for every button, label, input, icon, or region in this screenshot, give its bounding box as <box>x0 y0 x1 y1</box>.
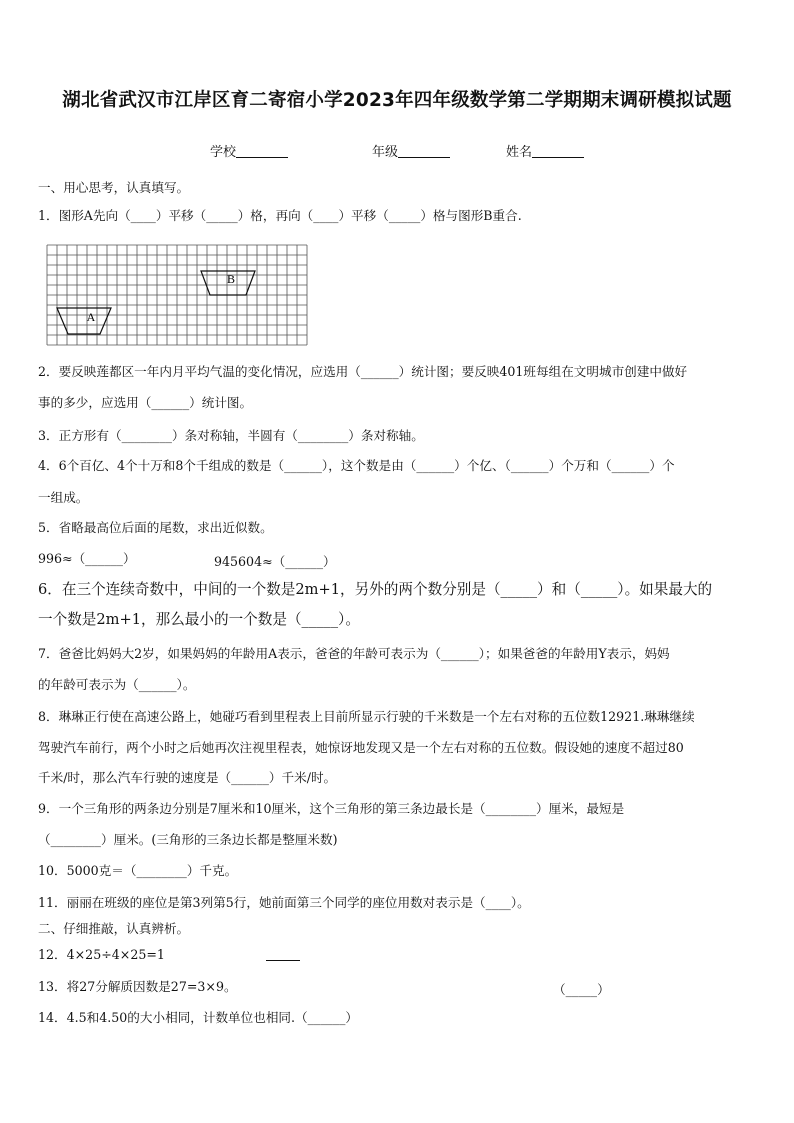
section-1-heading: 一、用心思考，认真填写。 <box>38 180 190 195</box>
name-label: 姓名 <box>506 145 533 160</box>
grade-label: 年级 <box>372 145 399 160</box>
shape-a-label: A <box>86 310 96 324</box>
question-7-line-1: 7．爸爸比妈妈大2岁，如果妈妈的年龄用A表示，爸爸的年龄可表示为（______）；如果爸爸的年龄用Y表示，妈妈 <box>38 646 670 661</box>
school-field[interactable] <box>210 141 288 160</box>
school-blank[interactable] <box>236 145 288 158</box>
question-3: 3．正方形有（________）条对称轴，半圆有（________）条对称轴。 <box>38 428 424 443</box>
question-5-item-b: 945604≈（______） <box>214 554 336 569</box>
question-14: 14．4.5和4.50的大小相同，计数单位也相同.（______） <box>38 1010 358 1025</box>
grid-svg <box>45 244 309 348</box>
question-12: 12．4×25÷4×25=1 <box>38 947 165 962</box>
grid-figure <box>45 244 309 352</box>
name-blank[interactable] <box>532 145 584 158</box>
school-label: 学校 <box>210 145 237 160</box>
question-4-line-1: 4．6个百亿、4个十万和8个千组成的数是（______），这个数是由（______）个亿、（______）个万和（______）个 <box>38 458 675 473</box>
grade-field[interactable] <box>372 141 450 160</box>
question-5: 5．省略最高位后面的尾数，求出近似数。 <box>38 520 273 535</box>
question-2-line-2: 事的多少，应选用（______）统计图。 <box>38 395 253 410</box>
question-9-line-1: 9．一个三角形的两条边分别是7厘米和10厘米，这个三角形的第三条边最长是（________）厘米，最短是 <box>38 801 625 816</box>
question-5-item-a: 996≈（______） <box>38 551 136 566</box>
question-11: 11．丽丽在班级的座位是第3列第5行，她前面第三个同学的座位用数对表示是（____）。 <box>38 895 530 910</box>
grade-blank[interactable] <box>398 145 450 158</box>
name-field[interactable] <box>506 141 584 160</box>
question-7-line-2: 的年龄可表示为（______）。 <box>38 677 196 692</box>
question-8-line-3: 千米/时，那么汽车行驶的速度是（______）千米/时。 <box>38 770 337 785</box>
shape-b-label: B <box>226 272 236 286</box>
question-6-line-2: 一个数是2m+1，那么最小的一个数是（_____）。 <box>38 611 360 628</box>
question-1: 1．图形A先向（____）平移（_____）格，再向（____）平移（_____）格与图形B重合. <box>38 208 522 223</box>
question-6-line-1: 6．在三个连续奇数中，中间的一个数是2m+1，另外的两个数分别是（_____）和（_____）。如果最大的 <box>38 581 713 598</box>
question-8-line-2: 驾驶汽车前行，两个小时之后她再次注视里程表，她惊讶地发现又是一个左右对称的五位数。假设她的速度不超过80 <box>38 740 684 755</box>
question-8-line-1: 8．琳琳正行使在高速公路上，她碰巧看到里程表上目前所显示行驶的千米数是一个左右对称的五位数12921.琳琳继续 <box>38 709 695 724</box>
shape-a <box>57 308 111 334</box>
page-title: 湖北省武汉市江岸区育二寄宿小学2023年四年级数学第二学期期末调研模拟试题 <box>62 90 732 111</box>
question-10: 10．5000克＝（________）千克。 <box>38 863 238 878</box>
question-4-line-2: 一组成。 <box>38 490 89 505</box>
question-9-line-2: （________）厘米。(三角形的三条边长都是整厘米数) <box>38 832 338 847</box>
question-2-line-1: 2．要反映莲都区一年内月平均气温的变化情况，应选用（______）统计图；要反映401班每组在文明城市创建中做好 <box>38 364 688 379</box>
question-13-answer[interactable]: （_____） <box>553 982 610 997</box>
section-2-heading: 二、仔细推敲，认真辨析。 <box>38 921 190 936</box>
question-13: 13．将27分解质因数是27=3×9。 <box>38 979 237 994</box>
question-12-answer-blank[interactable] <box>266 946 300 961</box>
